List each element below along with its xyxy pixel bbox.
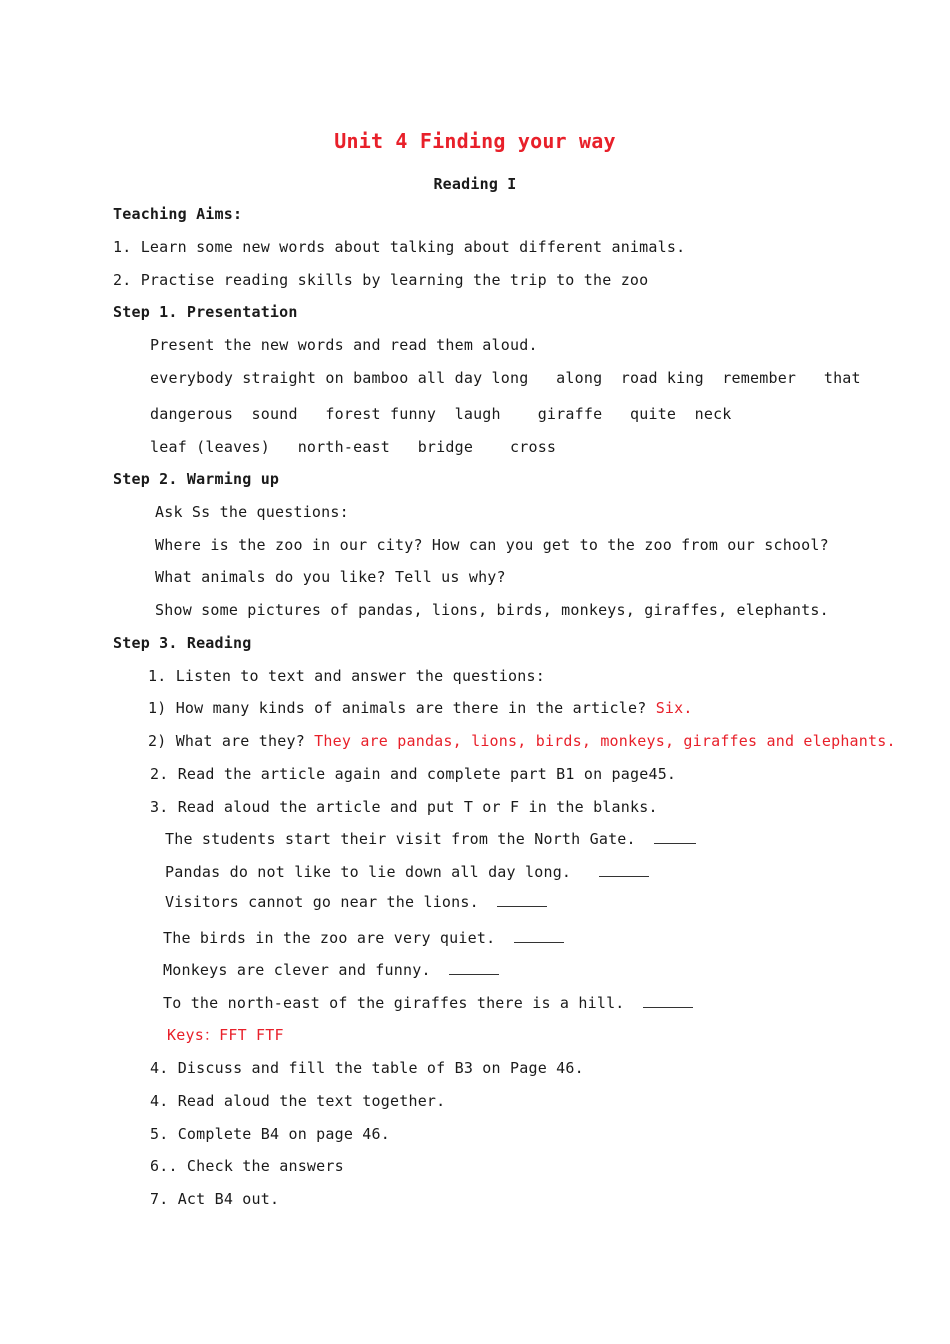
document-title: Unit 4 Finding your way: [334, 129, 616, 153]
answer-blank[interactable]: [514, 928, 564, 943]
task-line: 4. Discuss and fill the table of B3 on Page 46.: [150, 1059, 584, 1077]
step1-heading: Step 1. Presentation: [113, 303, 298, 321]
step2-heading: Step 2. Warming up: [113, 470, 280, 488]
tf-statement-text: To the north-east of the giraffes there is a hill.: [163, 994, 625, 1012]
tf-statement-text: The birds in the zoo are very quiet.: [163, 929, 496, 947]
task-line: 7. Act B4 out.: [150, 1190, 280, 1208]
vocab-line: dangerous sound forest funny laugh giraffe quite neck: [150, 405, 732, 423]
answer-blank[interactable]: [599, 862, 649, 877]
question-2-text: 2) What are they?: [148, 732, 305, 750]
task-line: 3. Read aloud the article and put T or F in the blanks.: [150, 798, 658, 816]
step3-heading: Step 3. Reading: [113, 634, 252, 652]
tf-statement: [163, 993, 693, 1013]
tf-statement-text: The students start their visit from the North Gate.: [165, 830, 636, 848]
vocab-line: everybody straight on bamboo all day long along road king remember that: [150, 369, 861, 387]
tf-statement-text: Monkeys are clever and funny.: [163, 961, 431, 979]
tf-statement: [163, 960, 499, 980]
answer-blank[interactable]: [643, 993, 693, 1008]
tf-statement: [163, 928, 564, 948]
aim-item: 1. Learn some new words about talking about different animals.: [113, 238, 686, 256]
answer-blank[interactable]: [449, 960, 499, 975]
aim-item: 2. Practise reading skills by learning the trip to the zoo: [113, 271, 649, 289]
tf-statement: [165, 829, 696, 849]
task-line: 2. Read the article again and complete part B1 on page45.: [150, 765, 677, 783]
step2-line: Where is the zoo in our city? How can you get to the zoo from our school?: [155, 536, 829, 554]
question-intro: 1. Listen to text and answer the questions:: [148, 667, 545, 685]
vocab-line: leaf (leaves) north-east bridge cross: [150, 438, 557, 456]
task-line: 5. Complete B4 on page 46.: [150, 1125, 390, 1143]
answer-blank[interactable]: [497, 892, 547, 907]
tf-statement-text: Pandas do not like to lie down all day long.: [165, 863, 572, 881]
step1-intro: Present the new words and read them aloud.: [150, 336, 538, 354]
step2-line: Ask Ss the questions:: [155, 503, 349, 521]
answer-keys: Keys：FFT FTF: [167, 1026, 284, 1044]
step2-line: Show some pictures of pandas, lions, birds, monkeys, giraffes, elephants.: [155, 601, 829, 619]
tf-statement: [165, 862, 649, 882]
task-line: 4. Read aloud the text together.: [150, 1092, 446, 1110]
question-1-text: 1) How many kinds of animals are there in the article?: [148, 699, 647, 717]
task-line: 6.. Check the answers: [150, 1157, 344, 1175]
step2-line: What animals do you like? Tell us why?: [155, 568, 506, 586]
document-subtitle: Reading I: [433, 175, 517, 193]
answer-2: They are pandas, lions, birds, monkeys, giraffes and elephants.: [314, 732, 896, 750]
answer-blank[interactable]: [654, 829, 696, 844]
question-2: [148, 731, 896, 751]
question-1: [148, 698, 693, 718]
tf-statement: [165, 892, 547, 912]
tf-statement-text: Visitors cannot go near the lions.: [165, 893, 479, 911]
teaching-aims-heading: Teaching Aims:: [113, 205, 243, 223]
answer-1: Six.: [655, 699, 693, 717]
